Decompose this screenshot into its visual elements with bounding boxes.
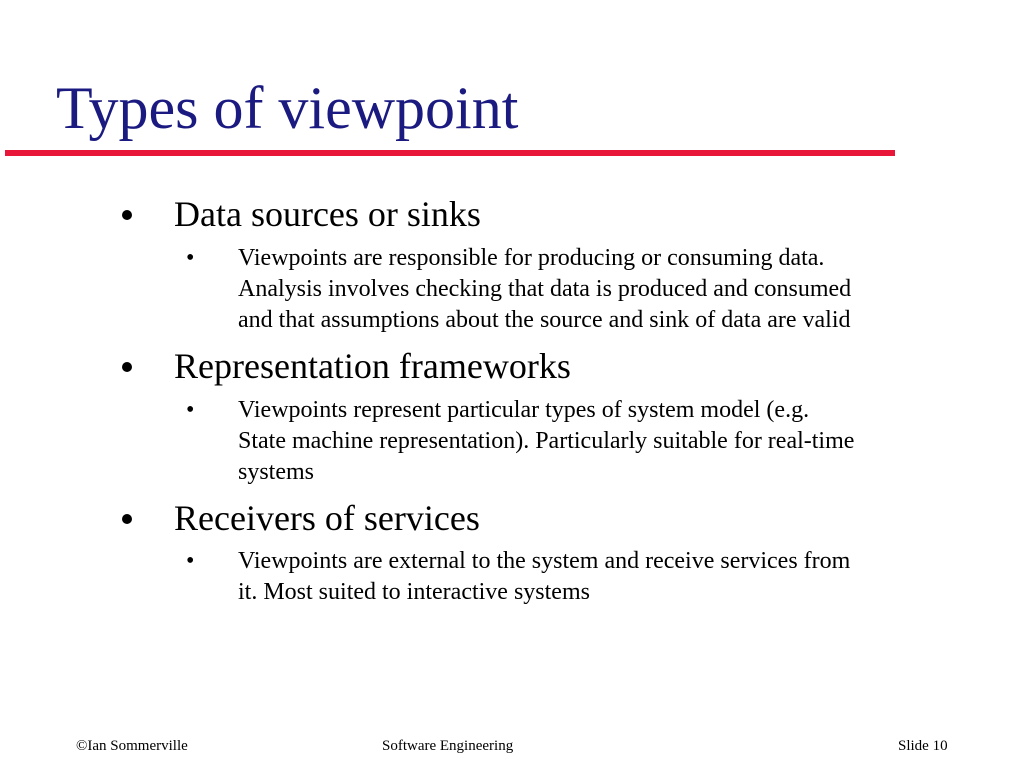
bullet-dot-icon bbox=[122, 514, 132, 524]
sub-bullet-dot-icon: • bbox=[186, 245, 195, 271]
bullet-dot-icon bbox=[122, 362, 132, 372]
bullet-heading: Data sources or sinks bbox=[174, 194, 481, 234]
sub-bullet-dot-icon: • bbox=[186, 397, 195, 423]
sub-bullet-text bbox=[238, 243, 978, 336]
bullet-heading: Representation frameworks bbox=[174, 346, 571, 386]
slide-title: Types of viewpoint bbox=[56, 75, 519, 141]
sub-bullet-line: Viewpoints are responsible for producing or consuming data. bbox=[238, 245, 825, 271]
sub-bullet-line: Viewpoints represent particular types of system model (e.g. bbox=[238, 397, 810, 423]
sub-bullet-line: Viewpoints are external to the system and receive services from bbox=[238, 548, 851, 574]
footer-author: ©Ian Sommerville bbox=[76, 738, 188, 754]
sub-bullet-dot-icon: • bbox=[186, 548, 195, 574]
sub-bullet-line: systems bbox=[238, 459, 315, 485]
bullet-dot-icon bbox=[122, 210, 132, 220]
bullet-heading: Receivers of services bbox=[174, 498, 480, 538]
sub-bullet-line: Analysis involves checking that data is produced and consumed bbox=[238, 276, 852, 302]
footer-slide-number: Slide 10 bbox=[898, 738, 948, 754]
sub-bullet-line: and that assumptions about the source and sink of data are valid bbox=[238, 307, 851, 333]
sub-bullet-text bbox=[238, 546, 978, 608]
sub-bullet-text bbox=[238, 395, 978, 488]
sub-bullet-line: State machine representation). Particularly suitable for real-time bbox=[238, 428, 855, 454]
sub-bullet-line: it. Most suited to interactive systems bbox=[238, 579, 590, 605]
footer-course: Software Engineering bbox=[382, 738, 514, 754]
